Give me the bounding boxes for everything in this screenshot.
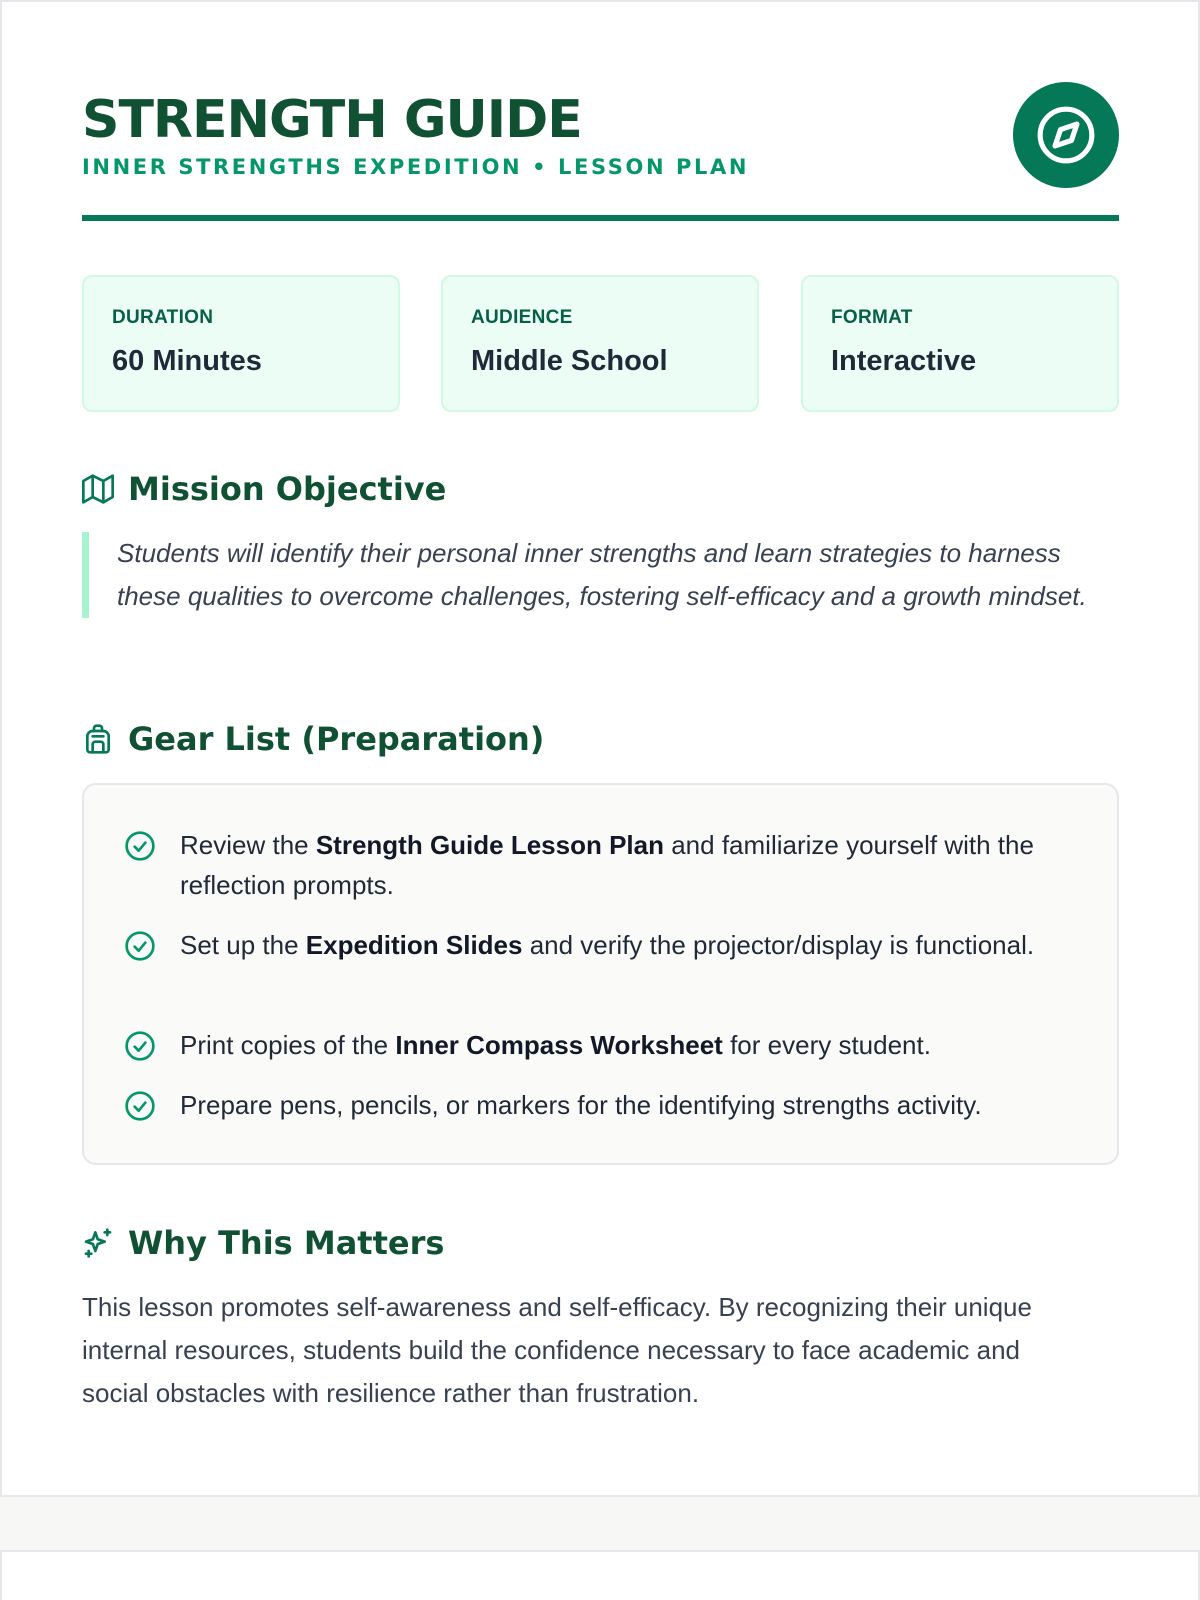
why-text: This lesson promotes self-awareness and self-efficacy. By recognizing their unique internal resources, students build the confidence necessary to face academic and social obstacles with resilience rather than frustration. [82,1292,1032,1408]
sparkles-icon [82,1227,114,1259]
section-title: Gear List (Preparation) [128,720,545,758]
format-card [801,275,1119,412]
item-text: and verify the projector/display is functional. [522,930,1035,960]
item-text: Review the [180,830,316,860]
item-text: Set up the [180,930,306,960]
section-title: Why This Matters [128,1224,445,1262]
item-bold: Inner Compass Worksheet [395,1030,723,1060]
section-title: Mission Objective [128,470,447,508]
list-item [124,1025,1074,1065]
list-item [124,1085,1104,1125]
list-item-text [180,825,1074,905]
card-value: Middle School [471,345,668,377]
check-circle-icon [124,830,156,862]
card-value: 60 Minutes [112,345,262,377]
list-item-text [180,925,1074,965]
info-cards [82,275,1119,412]
list-item-text [180,1085,1104,1125]
header-divider [82,215,1119,221]
next-page [0,1550,1200,1600]
why-heading [82,1224,444,1262]
check-circle-icon [124,1090,156,1122]
header [82,88,1119,222]
compass-icon [1035,104,1097,166]
item-bold: Expedition Slides [305,930,523,960]
objective-heading [82,470,446,508]
compass-badge [1013,82,1119,188]
card-label: FORMAT [831,307,913,328]
audience-card [441,275,759,412]
card-label: AUDIENCE [471,307,573,328]
page-subtitle: INNER STRENGTHS EXPEDITION • LESSON PLAN [82,155,750,179]
item-text: Print copies of the [180,1030,396,1060]
item-bold: Strength Guide Lesson Plan [315,830,664,860]
card-label: DURATION [112,307,214,328]
gear-heading [82,720,544,758]
list-item [124,925,1074,965]
list-item [124,825,1074,905]
duration-card [82,275,400,412]
item-text: and familiarize yourself with the reflection prompts. [180,830,1034,900]
backpack-icon [82,723,114,755]
check-circle-icon [124,1030,156,1062]
list-item-text [180,1025,1074,1065]
page-title: STRENGTH GUIDE [82,90,582,150]
objective-text: Students will identify their personal inner strengths and learn strategies to harness these qualities to overcome challenges, fostering self-efficacy and a growth mindset. [82,532,1119,618]
item-text: for every student. [722,1030,931,1060]
item-text: Prepare pens, pencils, or markers for the identifying strengths activity. [180,1090,982,1120]
card-value: Interactive [831,345,977,377]
gear-list [82,783,1119,1165]
check-circle-icon [124,930,156,962]
map-icon [82,473,114,505]
